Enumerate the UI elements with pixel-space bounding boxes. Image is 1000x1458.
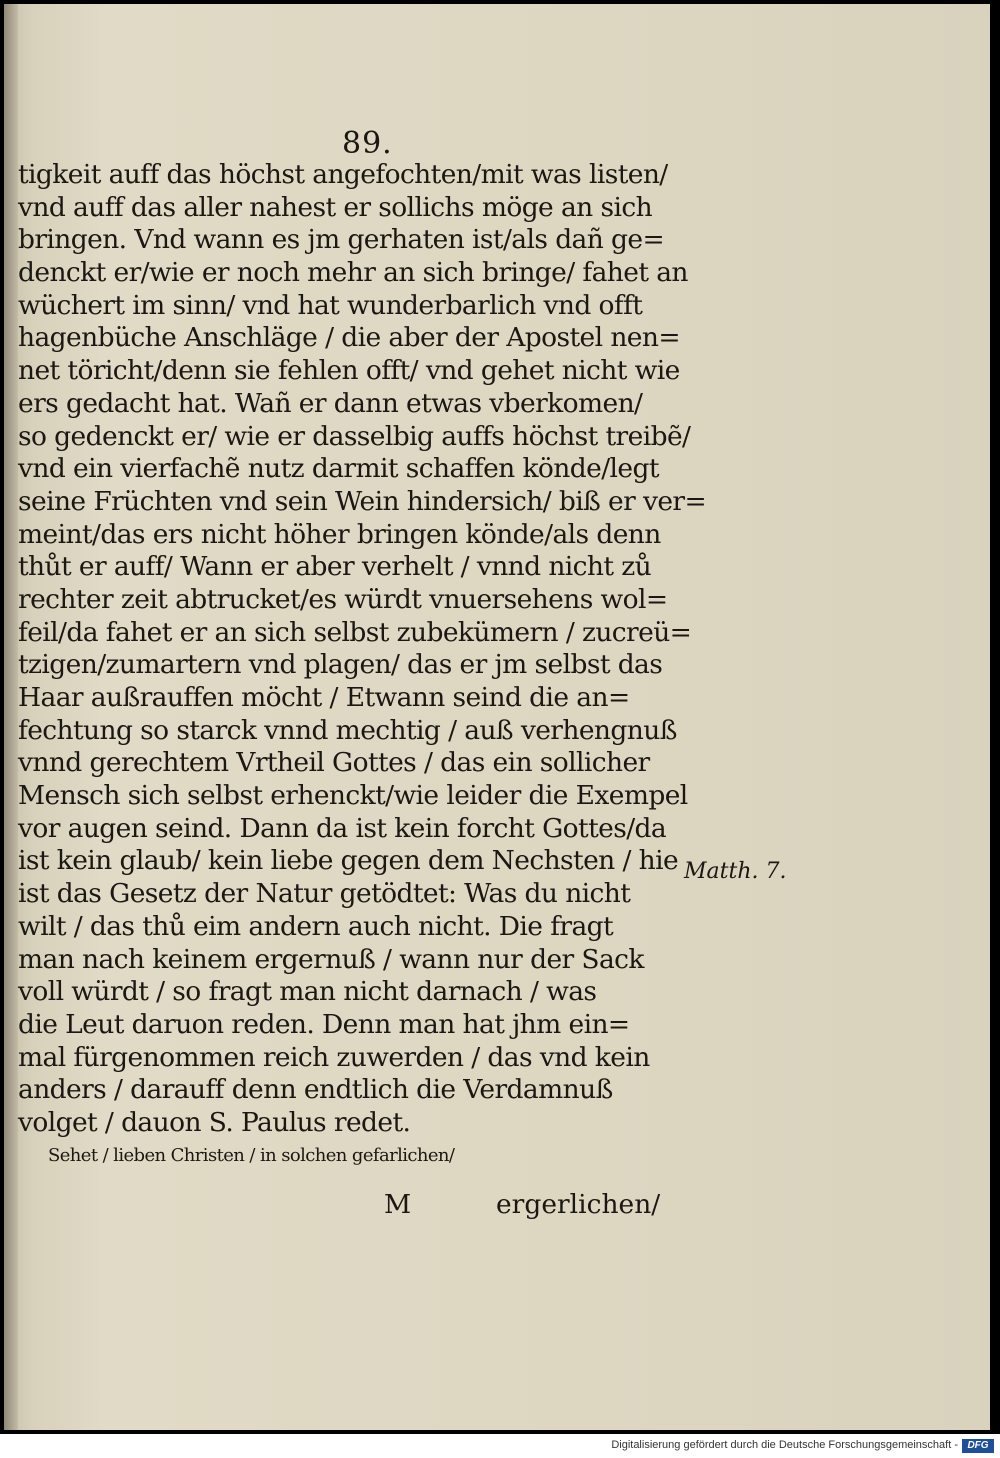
text-line: Mensch sich selbst erhenckt/wie leider die Exempel (18, 780, 688, 812)
text-line: man nach keinem ergernuß / wann nur der Sack (18, 943, 644, 975)
text-line: ist das Gesetz der Natur getödtet: Was du nicht (18, 878, 631, 910)
text-line: wüchert im sinn/ vnd hat wunderbarlich vnd offt (18, 289, 643, 321)
text-line: rechter zeit abtrucket/es würdt vnuersehens wol= (18, 583, 668, 615)
text-line: ers gedacht hat. Wañ er dann etwas vberkomen/ (18, 387, 643, 419)
scanned-page (4, 4, 990, 1430)
footer-credit: Digitalisierung gefördert durch die Deutsche Forschungsgemeinschaft - (611, 1439, 958, 1451)
body-text (18, 159, 718, 1172)
text-line: meint/das ers nicht höher bringen könde/als denn (18, 518, 661, 550)
dfg-logo: DFG (962, 1439, 994, 1453)
catchword-row (384, 1189, 684, 1223)
text-line: vnnd gerechtem Vrtheil Gottes / das ein sollicher (18, 747, 650, 779)
page-number: 89. (342, 126, 393, 161)
text-line: mal fürgenommen reich zuwerden / das vnd kein (18, 1041, 650, 1073)
text-line: bringen. Vnd wann es jm gerhaten ist/als dañ ge= (18, 224, 665, 256)
text-line: vnd ein vierfachẽ nutz darmit schaffen könde/legt (18, 453, 659, 485)
text-line-indented: Sehet / lieben Christen / in solchen gefarlichen/ (48, 1144, 455, 1166)
text-line: seine Früchten vnd sein Wein hindersich/ biß er ver= (18, 485, 707, 517)
text-line: volget / dauon S. Paulus redet. (18, 1106, 411, 1138)
footer-bar (0, 1434, 1000, 1458)
marginal-note: Matth. 7. (684, 859, 787, 884)
text-line: die Leut daruon reden. Denn man hat jhm ein= (18, 1008, 630, 1040)
text-line: denckt er/wie er noch mehr an sich bringe/ fahet an (18, 257, 688, 289)
text-line: vnd auff das aller nahest er sollichs möge an sich (18, 191, 653, 223)
text-line: tzigen/zumartern vnd plagen/ das er jm selbst das (18, 649, 663, 681)
text-line: ist kein glaub/ kein liebe gegen dem Nechsten / hie (18, 845, 679, 877)
text-line: vor augen seind. Dann da ist kein forcht Gottes/da (18, 812, 667, 844)
catchword-initial: M (384, 1189, 412, 1220)
text-line: hagenbüche Anschläge / die aber der Apostel nen= (18, 322, 680, 354)
text-line: tigkeit auff das höchst angefochten/mit was listen/ (18, 159, 668, 190)
text-line: voll würdt / so fragt man nicht darnach / was (18, 976, 597, 1008)
text-line: so gedenckt er/ wie er dasselbig auffs höchst treibẽ/ (18, 420, 691, 452)
text-line: fechtung so starck vnnd mechtig / auß verhengnuß (18, 714, 677, 746)
text-line: feil/da fahet er an sich selbst zubekümern / zucreü= (18, 616, 692, 648)
text-line: anders / darauff denn endtlich die Verdamnuß (18, 1074, 613, 1106)
text-line: thůt er auff/ Wann er aber verhelt / vnnd nicht zů (18, 551, 652, 583)
text-line: wilt / das thů eim andern auch nicht. Die fragt (18, 910, 614, 942)
text-line: net töricht/denn sie fehlen offt/ vnd gehet nicht wie (18, 355, 680, 387)
text-line: Haar außrauffen möcht / Etwann seind die an= (18, 682, 630, 713)
catchword: ergerlichen/ (496, 1189, 661, 1220)
